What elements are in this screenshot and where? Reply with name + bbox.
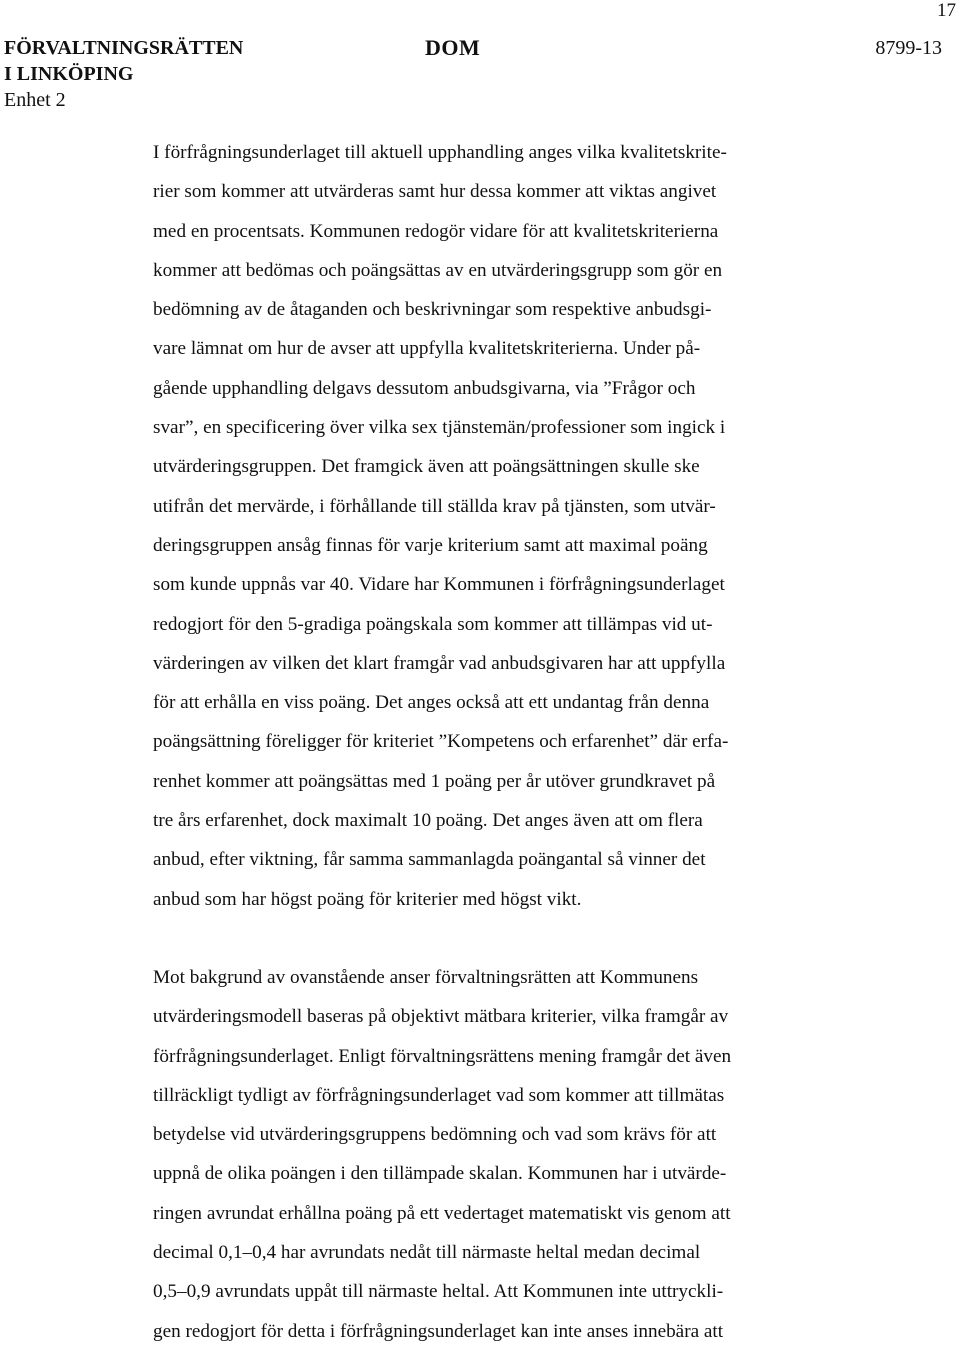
text-line: bedömning av de åtaganden och beskrivningar som respektive anbudsgi- bbox=[153, 299, 712, 321]
text-line: deringsgruppen ansåg finnas för varje kriterium samt att maximal poäng bbox=[153, 534, 708, 556]
text-line: redogjort för den 5-gradiga poängskala som kommer att tillämpas vid ut- bbox=[153, 613, 713, 635]
text-line: förfrågningsunderlaget. Enligt förvaltningsrättens mening framgår det även bbox=[153, 1045, 732, 1067]
text-line: vare lämnat om hur de avser att uppfylla kvalitetskriterierna. Under på- bbox=[153, 338, 701, 360]
court-header bbox=[4, 35, 243, 113]
text-line: kommer att bedömas och poängsättas av en utvärderingsgrupp som gör en bbox=[153, 259, 723, 281]
paragraph-2 bbox=[153, 958, 853, 1351]
text-line: betydelse vid utvärderingsgruppens bedömning och vad som krävs för att bbox=[153, 1124, 717, 1146]
text-line: renhet kommer att poängsättas med 1 poäng per år utöver grundkravet på bbox=[153, 770, 716, 792]
text-line: utvärderingsmodell baseras på objektivt mätbara kriterier, vilka framgår av bbox=[153, 1006, 729, 1028]
court-name-line-1: FÖRVALTNINGSRÄTTEN bbox=[4, 37, 244, 59]
text-line: decimal 0,1–0,4 har avrundats nedåt till närmaste heltal medan decimal bbox=[153, 1242, 701, 1264]
page-number: 17 bbox=[937, 0, 956, 21]
text-line: anbud, efter viktning, får samma sammanlagda poängantal så vinner det bbox=[153, 849, 706, 871]
text-line: tre års erfarenhet, dock maximalt 10 poäng. Det anges även att om flera bbox=[153, 810, 703, 832]
text-line: utifrån det mervärde, i förhållande till ställda krav på tjänsten, som utvär- bbox=[153, 495, 716, 517]
text-line: värderingen av vilken det klart framgår vad anbudsgivaren har att uppfylla bbox=[153, 652, 726, 674]
text-line: tillräckligt tydligt av förfrågningsunderlaget vad som kommer att tillmätas bbox=[153, 1084, 725, 1106]
text-line: gående upphandling delgavs dessutom anbudsgivarna, via ”Frågor och bbox=[153, 377, 696, 399]
text-line: I förfrågningsunderlaget till aktuell upphandling anges vilka kvalitetskrite- bbox=[153, 142, 727, 163]
text-line: Mot bakgrund av ovanstående anser förvaltningsrätten att Kommunens bbox=[153, 967, 699, 988]
text-line: uppnå de olika poängen i den tillämpade skalan. Kommunen har i utvärde- bbox=[153, 1163, 727, 1185]
text-line: ringen avrundat erhållna poäng på ett vedertaget matematiskt vis genom att bbox=[153, 1202, 731, 1224]
case-number: 8799-13 bbox=[875, 37, 942, 59]
document-type: DOM bbox=[425, 35, 481, 60]
text-line: utvärderingsgruppen. Det framgick även att poängsättningen skulle ske bbox=[153, 456, 700, 478]
court-unit: Enhet 2 bbox=[4, 89, 66, 111]
text-line: rier som kommer att utvärderas samt hur dessa kommer att viktas angivet bbox=[153, 181, 717, 203]
text-line: gen redogjort för detta i förfrågningsunderlaget kan inte anses innebära att bbox=[153, 1320, 724, 1342]
text-line: för att erhålla en viss poäng. Det anges också att ett undantag från denna bbox=[153, 692, 710, 714]
text-line: med en procentsats. Kommunen redogör vidare för att kvalitetskriterierna bbox=[153, 220, 719, 242]
text-line: poängsättning föreligger för kriteriet ”Kompetens och erfarenhet” där erfa- bbox=[153, 731, 729, 753]
court-name-line-2: I LINKÖPING bbox=[4, 63, 134, 85]
text-line: svar”, en specificering över vilka sex tjänstemän/professioner som ingick i bbox=[153, 417, 726, 439]
paragraph-1 bbox=[153, 133, 853, 919]
text-line: 0,5–0,9 avrundats uppåt till närmaste heltal. Att Kommunen inte uttryckli- bbox=[153, 1281, 724, 1303]
text-line: som kunde uppnås var 40. Vidare har Kommunen i förfrågningsunderlaget bbox=[153, 574, 725, 596]
text-line: anbud som har högst poäng för kriterier med högst vikt. bbox=[153, 888, 582, 910]
